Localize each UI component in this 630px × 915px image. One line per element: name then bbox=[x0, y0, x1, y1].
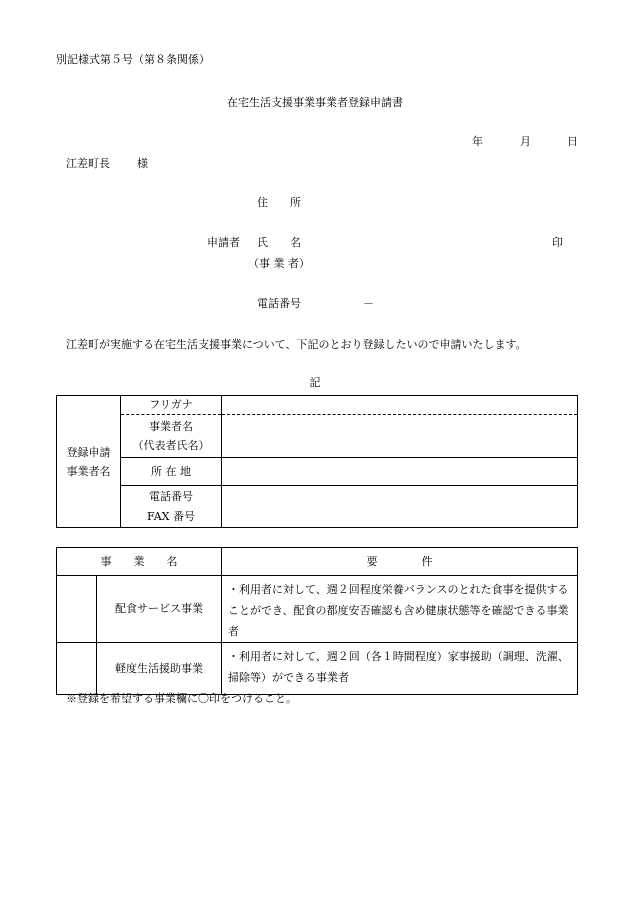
business-label: （事 業 者） bbox=[248, 257, 310, 270]
service-checkbox-meal[interactable] bbox=[57, 576, 97, 643]
registration-group-label-line1: 登録申請 bbox=[66, 445, 111, 459]
service-requirement-meal: ・利用者に対して、週２回程度栄養バランスのとれた食事を提供することができ、配食の都度安否確認も含め健康状態等を確認できる事業者 bbox=[222, 576, 578, 643]
phone-separator: － bbox=[363, 297, 374, 310]
service-requirement-light-support: ・利用者に対して、週２回（各１時間程度）家事援助（調理、洗濯、掃除等）ができる事業者 bbox=[222, 643, 578, 695]
address-label: 住 所 bbox=[257, 196, 301, 209]
location-field[interactable] bbox=[222, 458, 578, 486]
registration-group-label-line2: 事業者名 bbox=[66, 464, 111, 478]
phone-label: 電話番号 bbox=[257, 297, 301, 310]
phone-number-label: 電話番号 bbox=[121, 486, 222, 507]
form-title: 在宅生活支援事業事業者登録申請書 bbox=[227, 96, 403, 109]
furigana-field[interactable] bbox=[222, 396, 578, 415]
addressee-honorific: 様 bbox=[137, 157, 148, 170]
service-name-light-support: 軽度生活援助事業 bbox=[97, 643, 222, 695]
service-checkbox-light-support[interactable] bbox=[57, 643, 97, 695]
location-label: 所 在 地 bbox=[121, 458, 222, 486]
form-number: 別記様式第５号（第８条関係） bbox=[56, 53, 210, 66]
registration-table bbox=[56, 395, 578, 528]
date-month-label: 月 bbox=[520, 135, 531, 148]
business-name-field[interactable] bbox=[222, 415, 578, 458]
ki-label: 記 bbox=[309, 376, 321, 389]
name-label: 氏 名 bbox=[257, 236, 301, 249]
applicant-role-label: 申請者 bbox=[207, 236, 240, 249]
service-name-meal: 配食サービス事業 bbox=[97, 576, 222, 643]
registration-group-label bbox=[57, 396, 121, 528]
seal-mark: 印 bbox=[552, 236, 563, 249]
application-statement: 江差町が実施する在宅生活支援事業について、下記のとおり登録したいので申請いたします。 bbox=[66, 338, 527, 351]
furigana-label: フリガナ bbox=[121, 396, 222, 415]
service-name-header: 事 業 名 bbox=[57, 548, 222, 576]
business-name-label bbox=[121, 415, 222, 458]
services-table bbox=[56, 547, 578, 695]
business-name-label-line1: 事業者名 bbox=[149, 420, 193, 433]
fax-number-label: FAX 番号 bbox=[121, 507, 222, 528]
addressee-name: 江差町長 bbox=[66, 157, 110, 170]
date-year-label: 年 bbox=[472, 135, 483, 148]
date-day-label: 日 bbox=[567, 135, 578, 148]
phone-fax-field[interactable] bbox=[222, 486, 578, 528]
requirements-header: 要 件 bbox=[222, 548, 578, 576]
business-name-label-line2: （代表者氏名） bbox=[132, 439, 210, 452]
footnote: ※登録を希望する事業欄に〇印をつけること。 bbox=[66, 692, 297, 705]
